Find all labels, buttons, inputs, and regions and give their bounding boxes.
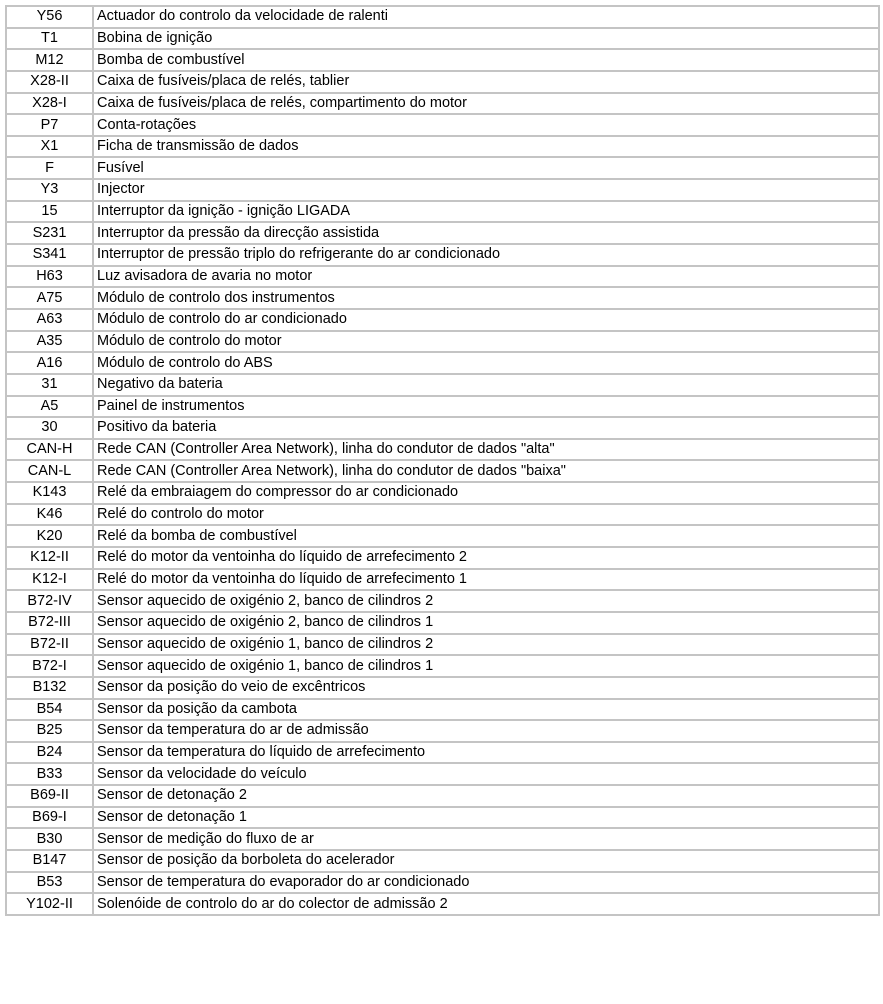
component-description: Sensor da posição da cambota — [93, 699, 879, 721]
component-description: Sensor de detonação 1 — [93, 807, 879, 829]
table-row — [6, 244, 879, 266]
component-description: Módulo de controlo dos instrumentos — [93, 287, 879, 309]
component-code: A75 — [6, 287, 93, 309]
table-row — [6, 309, 879, 331]
table-row — [6, 677, 879, 699]
component-description: Interruptor da ignição - ignição LIGADA — [93, 201, 879, 223]
component-code: X28-I — [6, 93, 93, 115]
component-code: K12-II — [6, 547, 93, 569]
component-description: Bomba de combustível — [93, 49, 879, 71]
component-description: Sensor aquecido de oxigénio 2, banco de cilindros 1 — [93, 612, 879, 634]
table-row — [6, 222, 879, 244]
component-legend-table — [5, 5, 880, 916]
component-code: 30 — [6, 417, 93, 439]
component-description: Sensor da temperatura do líquido de arrefecimento — [93, 742, 879, 764]
component-code: S231 — [6, 222, 93, 244]
component-description: Caixa de fusíveis/placa de relés, tablier — [93, 71, 879, 93]
table-row — [6, 6, 879, 28]
table-row — [6, 352, 879, 374]
component-code: A35 — [6, 331, 93, 353]
component-code: Y102-II — [6, 893, 93, 915]
component-description: Sensor da posição do veio de excêntricos — [93, 677, 879, 699]
table-row — [6, 460, 879, 482]
table-row — [6, 157, 879, 179]
table-row — [6, 417, 879, 439]
component-description: Negativo da bateria — [93, 374, 879, 396]
component-description: Sensor de posição da borboleta do acelerador — [93, 850, 879, 872]
component-description: Caixa de fusíveis/placa de relés, compartimento do motor — [93, 93, 879, 115]
table-row — [6, 136, 879, 158]
component-code: B72-I — [6, 655, 93, 677]
component-code: B33 — [6, 763, 93, 785]
component-code: B132 — [6, 677, 93, 699]
table-row — [6, 763, 879, 785]
table-row — [6, 287, 879, 309]
table-row — [6, 482, 879, 504]
table-row — [6, 93, 879, 115]
component-description: Sensor de detonação 2 — [93, 785, 879, 807]
component-code: H63 — [6, 266, 93, 288]
component-code: B30 — [6, 828, 93, 850]
table-row — [6, 266, 879, 288]
component-code: B72-IV — [6, 590, 93, 612]
component-description: Relé da bomba de combustível — [93, 525, 879, 547]
component-description: Módulo de controlo do ABS — [93, 352, 879, 374]
component-description: Interruptor da pressão da direcção assistida — [93, 222, 879, 244]
component-description: Relé do controlo do motor — [93, 504, 879, 526]
component-description: Positivo da bateria — [93, 417, 879, 439]
component-description: Sensor de temperatura do evaporador do ar condicionado — [93, 872, 879, 894]
table-row — [6, 71, 879, 93]
component-description: Luz avisadora de avaria no motor — [93, 266, 879, 288]
component-description: Solenóide de controlo do ar do colector de admissão 2 — [93, 893, 879, 915]
table-row — [6, 504, 879, 526]
component-description: Relé da embraiagem do compressor do ar condicionado — [93, 482, 879, 504]
component-code: B53 — [6, 872, 93, 894]
table-row — [6, 569, 879, 591]
component-description: Relé do motor da ventoinha do líquido de arrefecimento 1 — [93, 569, 879, 591]
table-row — [6, 872, 879, 894]
component-code: Y56 — [6, 6, 93, 28]
component-code: B25 — [6, 720, 93, 742]
component-code: B54 — [6, 699, 93, 721]
component-code: 15 — [6, 201, 93, 223]
component-description: Fusível — [93, 157, 879, 179]
component-code: T1 — [6, 28, 93, 50]
table-row — [6, 720, 879, 742]
component-description: Ficha de transmissão de dados — [93, 136, 879, 158]
table-row — [6, 828, 879, 850]
component-code: K20 — [6, 525, 93, 547]
component-description: Relé do motor da ventoinha do líquido de arrefecimento 2 — [93, 547, 879, 569]
component-description: Módulo de controlo do ar condicionado — [93, 309, 879, 331]
table-row — [6, 893, 879, 915]
component-description: Módulo de controlo do motor — [93, 331, 879, 353]
component-code: B69-II — [6, 785, 93, 807]
table-row — [6, 374, 879, 396]
component-code: B147 — [6, 850, 93, 872]
table-row — [6, 807, 879, 829]
table-row — [6, 590, 879, 612]
component-code: X28-II — [6, 71, 93, 93]
table-row — [6, 547, 879, 569]
component-description: Sensor aquecido de oxigénio 1, banco de cilindros 2 — [93, 634, 879, 656]
table-row — [6, 179, 879, 201]
component-description: Sensor de medição do fluxo de ar — [93, 828, 879, 850]
table-row — [6, 634, 879, 656]
component-description: Sensor da temperatura do ar de admissão — [93, 720, 879, 742]
table-row — [6, 612, 879, 634]
table-row — [6, 850, 879, 872]
component-description: Injector — [93, 179, 879, 201]
component-code: B24 — [6, 742, 93, 764]
component-description: Bobina de ignição — [93, 28, 879, 50]
table-row — [6, 699, 879, 721]
component-code: B72-III — [6, 612, 93, 634]
component-code: X1 — [6, 136, 93, 158]
component-code: M12 — [6, 49, 93, 71]
table-row — [6, 49, 879, 71]
component-description: Sensor aquecido de oxigénio 1, banco de cilindros 1 — [93, 655, 879, 677]
component-code: A16 — [6, 352, 93, 374]
table-row — [6, 655, 879, 677]
table-row — [6, 114, 879, 136]
component-code: CAN-L — [6, 460, 93, 482]
component-description: Rede CAN (Controller Area Network), linha do condutor de dados "baixa" — [93, 460, 879, 482]
component-description: Conta-rotações — [93, 114, 879, 136]
component-description: Rede CAN (Controller Area Network), linha do condutor de dados "alta" — [93, 439, 879, 461]
table-row — [6, 742, 879, 764]
component-code: P7 — [6, 114, 93, 136]
component-code: B69-I — [6, 807, 93, 829]
component-description: Interruptor de pressão triplo do refrigerante do ar condicionado — [93, 244, 879, 266]
table-row — [6, 331, 879, 353]
table-row — [6, 525, 879, 547]
table-row — [6, 439, 879, 461]
component-description: Painel de instrumentos — [93, 396, 879, 418]
component-code: CAN-H — [6, 439, 93, 461]
component-code: A63 — [6, 309, 93, 331]
component-description: Sensor aquecido de oxigénio 2, banco de cilindros 2 — [93, 590, 879, 612]
table-row — [6, 201, 879, 223]
component-code: K143 — [6, 482, 93, 504]
component-description: Sensor da velocidade do veículo — [93, 763, 879, 785]
component-description: Actuador do controlo da velocidade de ralenti — [93, 6, 879, 28]
table-row — [6, 396, 879, 418]
table-row — [6, 28, 879, 50]
component-code: F — [6, 157, 93, 179]
component-code: S341 — [6, 244, 93, 266]
component-code: A5 — [6, 396, 93, 418]
component-code: K12-I — [6, 569, 93, 591]
table-row — [6, 785, 879, 807]
component-code: Y3 — [6, 179, 93, 201]
component-code: B72-II — [6, 634, 93, 656]
component-code: 31 — [6, 374, 93, 396]
component-code: K46 — [6, 504, 93, 526]
component-legend-body — [6, 6, 879, 915]
